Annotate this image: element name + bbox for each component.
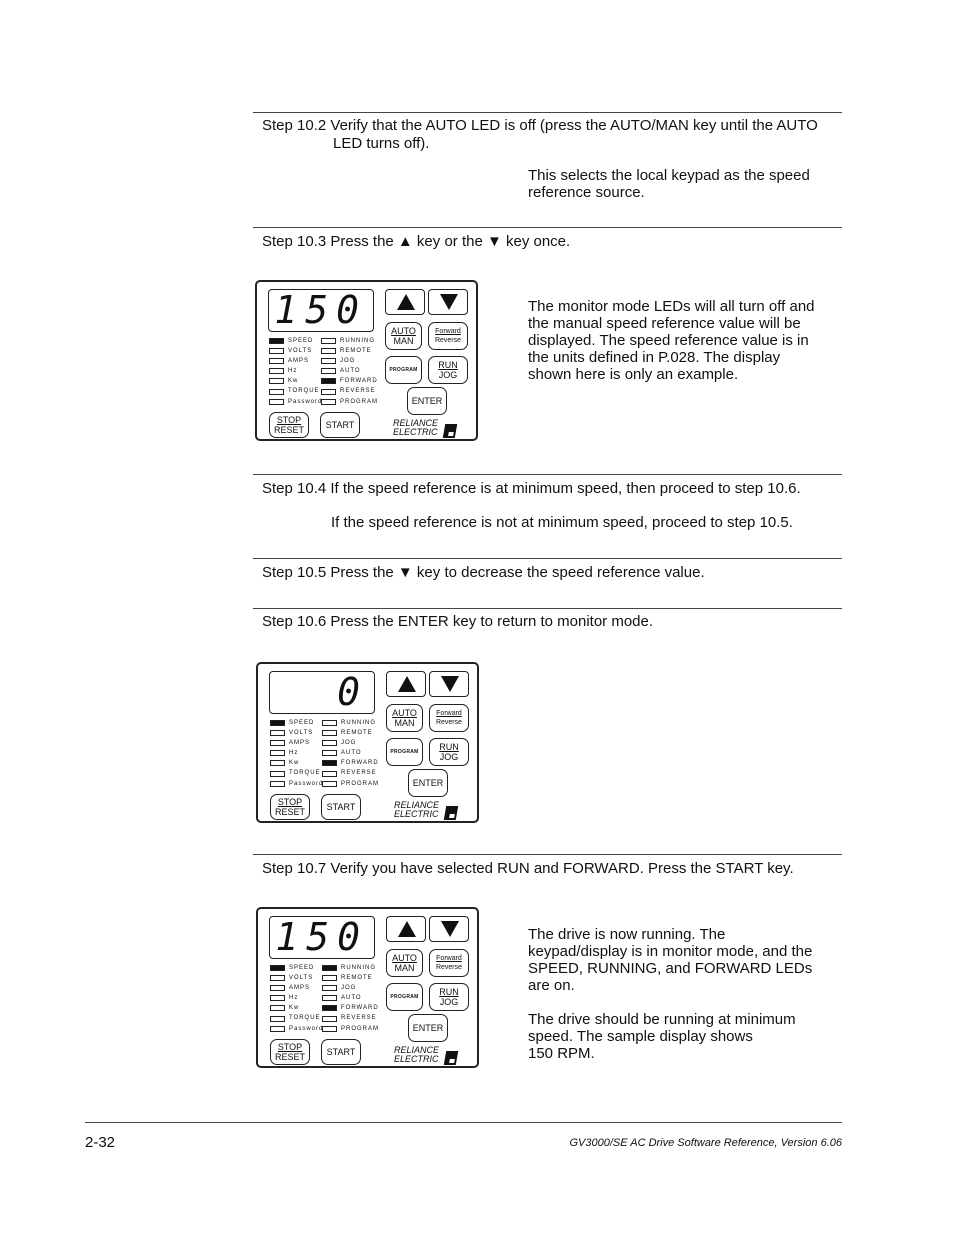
led-indicator	[270, 975, 285, 981]
reliance-electric-logo	[394, 1046, 439, 1064]
note-line: 150 RPM.	[528, 1045, 595, 1062]
display-value: 150	[275, 915, 368, 959]
note-line: keypad/display is in monitor mode, and the	[528, 943, 813, 960]
forward-reverse-button[interactable]	[429, 949, 469, 977]
logo-electric: ELECTRIC	[394, 1054, 439, 1064]
led-row	[269, 386, 322, 396]
start-label: START	[326, 802, 356, 812]
step-10-2-note-line1: This selects the local keypad as the speed	[528, 167, 810, 184]
led-row	[322, 1003, 379, 1013]
up-arrow-button[interactable]	[386, 671, 426, 697]
led-label: FORWARD	[341, 760, 379, 767]
forward-label: Forward	[436, 710, 462, 717]
led-row	[322, 973, 379, 983]
led-indicator	[322, 1026, 337, 1032]
led-label: AMPS	[288, 358, 310, 365]
led-indicator	[270, 1016, 285, 1022]
left-led-column	[269, 336, 322, 407]
stop-label: STOP	[277, 1042, 303, 1052]
step-10-5: Step 10.5 Press the ▼ key to decrease the speed reference value.	[262, 564, 705, 581]
led-row	[322, 993, 379, 1003]
logo-mark-icon	[444, 806, 458, 820]
start-button[interactable]	[321, 1039, 361, 1065]
forward-label: Forward	[435, 328, 461, 335]
led-row	[270, 983, 323, 993]
led-label: VOLTS	[289, 975, 314, 982]
led-label: Kw	[289, 1005, 300, 1012]
down-arrow-button[interactable]	[428, 289, 468, 315]
led-label: PROGRAM	[340, 398, 379, 405]
led-indicator	[321, 389, 336, 395]
led-indicator	[321, 358, 336, 364]
led-indicator	[322, 965, 337, 971]
led-indicator	[322, 985, 337, 991]
man-label: MAN	[394, 963, 415, 973]
logo-electric: ELECTRIC	[394, 809, 439, 819]
reverse-label: Reverse	[434, 337, 462, 344]
led-indicator	[321, 399, 336, 405]
auto-label: AUTO	[392, 708, 417, 718]
led-row	[322, 963, 379, 973]
left-led-column	[270, 963, 323, 1034]
forward-label: Forward	[436, 955, 462, 962]
step-10-2-line1: Step 10.2 Verify that the AUTO LED is off (press the AUTO/MAN key until the AUTO	[262, 117, 818, 134]
led-indicator	[270, 771, 285, 777]
led-row	[270, 748, 323, 758]
led-row	[321, 386, 378, 396]
step-10-2-line2: LED turns off).	[333, 135, 430, 152]
led-indicator	[322, 730, 337, 736]
reverse-label: Reverse	[435, 719, 463, 726]
up-arrow-button[interactable]	[386, 916, 426, 942]
led-label: JOG	[341, 985, 357, 992]
led-label: VOLTS	[288, 348, 313, 355]
forward-reverse-button[interactable]	[429, 704, 469, 732]
led-label: REMOTE	[341, 730, 373, 737]
jog-label: JOG	[439, 997, 459, 1007]
led-label: REMOTE	[341, 975, 373, 982]
step-10-7: Step 10.7 Verify you have selected RUN and FORWARD. Press the START key.	[262, 860, 794, 877]
led-label: Password	[288, 398, 323, 405]
right-led-column	[322, 963, 379, 1034]
led-indicator	[321, 368, 336, 374]
auto-label: AUTO	[391, 326, 416, 336]
led-row	[270, 1013, 323, 1023]
led-indicator	[269, 338, 284, 344]
keypad-diagram	[255, 280, 478, 441]
rule-4	[253, 558, 842, 559]
up-arrow-button[interactable]	[385, 289, 425, 315]
led-label: Hz	[289, 750, 299, 757]
program-label: PROGRAM	[389, 367, 418, 373]
down-arrow-button[interactable]	[429, 671, 469, 697]
program-label: PROGRAM	[390, 749, 419, 755]
led-label: PROGRAM	[341, 1025, 380, 1032]
led-indicator	[270, 730, 285, 736]
led-row	[270, 768, 323, 778]
led-row	[322, 718, 379, 728]
led-label: REMOTE	[340, 348, 372, 355]
led-label: Kw	[288, 378, 299, 385]
led-indicator	[270, 1026, 285, 1032]
start-label: START	[326, 1047, 356, 1057]
run-label: RUN	[439, 987, 459, 997]
led-indicator	[270, 1005, 285, 1011]
run-label: RUN	[439, 742, 459, 752]
led-row	[322, 738, 379, 748]
down-arrow-icon	[439, 293, 459, 311]
down-arrow-icon	[440, 675, 460, 693]
led-indicator	[269, 389, 284, 395]
run-label: RUN	[438, 360, 458, 370]
led-row	[321, 336, 378, 346]
led-row	[322, 748, 379, 758]
led-row	[321, 376, 378, 386]
keypad-display	[269, 916, 375, 959]
led-label: Password	[289, 1025, 324, 1032]
led-indicator	[322, 771, 337, 777]
led-indicator	[322, 1005, 337, 1011]
led-label: SPEED	[289, 720, 315, 726]
step-10-3-note	[528, 298, 838, 383]
page-number: 2-32	[85, 1134, 116, 1151]
led-row	[269, 366, 322, 376]
led-label: SPEED	[289, 965, 315, 971]
led-label: AUTO	[341, 750, 362, 757]
note-line: speed. The sample display shows	[528, 1028, 753, 1045]
jog-label: JOG	[438, 370, 458, 380]
program-button[interactable]	[386, 738, 423, 766]
run-jog-button[interactable]	[429, 738, 469, 766]
led-row	[321, 366, 378, 376]
right-led-column	[322, 718, 379, 789]
led-row	[270, 1003, 323, 1013]
led-label: REVERSE	[341, 770, 377, 777]
logo-electric: ELECTRIC	[393, 427, 438, 437]
note-line: The monitor mode LEDs will all turn off and	[528, 298, 815, 315]
led-indicator	[270, 985, 285, 991]
led-row	[321, 356, 378, 366]
led-row	[270, 993, 323, 1003]
man-label: MAN	[393, 336, 414, 346]
led-indicator	[270, 995, 285, 1001]
led-label: TORQUE	[289, 770, 321, 777]
keypad-display	[269, 671, 375, 714]
led-row	[270, 1024, 323, 1034]
led-label: RUNNING	[341, 720, 376, 726]
keypad-display	[268, 289, 374, 332]
footer-reference: GV3000/SE AC Drive Software Reference, Version 6.06	[569, 1137, 842, 1149]
led-row	[269, 376, 322, 386]
step-10-7-note	[528, 926, 838, 1079]
led-row	[322, 983, 379, 993]
led-indicator	[321, 338, 336, 344]
program-button[interactable]	[386, 983, 423, 1011]
led-label: AMPS	[289, 985, 311, 992]
start-button[interactable]	[320, 412, 360, 438]
note-line: The drive should be running at minimum	[528, 1011, 796, 1028]
led-label: JOG	[340, 358, 356, 365]
logo-mark-icon	[443, 424, 457, 438]
led-indicator	[270, 965, 285, 971]
display-value: 0	[337, 670, 368, 714]
led-row	[270, 738, 323, 748]
logo-mark-icon	[444, 1051, 458, 1065]
led-indicator	[322, 740, 337, 746]
led-label: Hz	[288, 368, 298, 375]
led-row	[270, 718, 323, 728]
reset-label: RESET	[274, 807, 305, 817]
led-indicator	[270, 781, 285, 787]
led-label: FORWARD	[341, 1005, 379, 1012]
led-indicator	[322, 720, 337, 726]
program-button[interactable]	[385, 356, 422, 384]
led-indicator	[269, 358, 284, 364]
enter-label: ENTER	[412, 778, 444, 788]
led-row	[321, 397, 378, 407]
led-indicator	[270, 740, 285, 746]
reset-label: RESET	[273, 425, 304, 435]
led-label: Hz	[289, 995, 299, 1002]
auto-label: AUTO	[392, 953, 417, 963]
up-arrow-icon	[397, 675, 417, 693]
note-line: displayed. The speed reference value is in	[528, 332, 809, 349]
step-10-4-line1: Step 10.4 If the speed reference is at minimum speed, then proceed to step 10.6.	[262, 480, 801, 497]
run-jog-button[interactable]	[428, 356, 468, 384]
rule-1	[253, 112, 842, 113]
rule-3	[253, 474, 842, 475]
rule-2	[253, 227, 842, 228]
led-indicator	[269, 399, 284, 405]
led-label: Password	[289, 780, 324, 787]
led-indicator	[322, 975, 337, 981]
led-row	[270, 973, 323, 983]
stop-reset-button[interactable]	[270, 794, 310, 820]
rule-footer	[85, 1122, 842, 1123]
led-label: TORQUE	[288, 388, 320, 395]
led-indicator	[322, 995, 337, 1001]
step-10-6: Step 10.6 Press the ENTER key to return to monitor mode.	[262, 613, 654, 630]
led-row	[269, 346, 322, 356]
led-label: JOG	[341, 740, 357, 747]
led-row	[322, 779, 379, 789]
reliance-electric-logo	[394, 801, 439, 819]
reset-label: RESET	[274, 1052, 305, 1062]
led-row	[269, 356, 322, 366]
led-row	[270, 728, 323, 738]
run-jog-button[interactable]	[429, 983, 469, 1011]
stop-label: STOP	[277, 797, 303, 807]
stop-reset-button[interactable]	[269, 412, 309, 438]
logo-reliance: RELIANCE	[393, 418, 439, 428]
up-arrow-icon	[396, 293, 416, 311]
led-label: REVERSE	[340, 388, 376, 395]
led-label: SPEED	[288, 338, 314, 344]
led-row	[322, 758, 379, 768]
auto-man-button[interactable]	[386, 704, 423, 732]
enter-button[interactable]	[407, 387, 447, 415]
led-label: Kw	[289, 760, 300, 767]
enter-label: ENTER	[412, 1023, 444, 1033]
logo-reliance: RELIANCE	[394, 1045, 440, 1055]
led-row	[322, 728, 379, 738]
keypad-diagram	[256, 662, 479, 823]
led-row	[322, 1024, 379, 1034]
led-indicator	[269, 368, 284, 374]
led-indicator	[321, 348, 336, 354]
led-indicator	[322, 750, 337, 756]
rule-6	[253, 854, 842, 855]
led-row	[322, 1013, 379, 1023]
start-label: START	[325, 420, 355, 430]
enter-button[interactable]	[408, 1014, 448, 1042]
start-button[interactable]	[321, 794, 361, 820]
left-led-column	[270, 718, 323, 789]
led-label: AUTO	[341, 995, 362, 1002]
led-indicator	[270, 750, 285, 756]
led-row	[270, 779, 323, 789]
up-arrow-icon	[397, 920, 417, 938]
forward-reverse-button[interactable]	[428, 322, 468, 350]
led-row	[270, 758, 323, 768]
led-indicator	[322, 781, 337, 787]
led-row	[270, 963, 323, 973]
step-10-4-line2: If the speed reference is not at minimum speed, proceed to step 10.5.	[331, 514, 793, 531]
step-10-3: Step 10.3 Press the ▲ key or the ▼ key once.	[262, 233, 571, 250]
led-label: AMPS	[289, 740, 311, 747]
led-indicator	[270, 720, 285, 726]
led-indicator	[322, 760, 337, 766]
led-indicator	[321, 378, 336, 384]
led-label: RUNNING	[340, 338, 375, 344]
note-line: the units defined in P.028. The display	[528, 349, 781, 366]
down-arrow-icon	[440, 920, 460, 938]
reverse-label: Reverse	[435, 964, 463, 971]
right-led-column	[321, 336, 378, 407]
reliance-electric-logo	[393, 419, 438, 437]
stop-reset-button[interactable]	[270, 1039, 310, 1065]
led-indicator	[269, 378, 284, 384]
auto-man-button[interactable]	[385, 322, 422, 350]
display-value: 150	[274, 288, 367, 332]
note-line: the manual speed reference value will be	[528, 315, 801, 332]
logo-reliance: RELIANCE	[394, 800, 440, 810]
led-row	[269, 336, 322, 346]
led-indicator	[322, 1016, 337, 1022]
led-row	[322, 768, 379, 778]
led-row	[321, 346, 378, 356]
led-indicator	[269, 348, 284, 354]
jog-label: JOG	[439, 752, 459, 762]
led-label: AUTO	[340, 368, 361, 375]
man-label: MAN	[394, 718, 415, 728]
led-indicator	[270, 760, 285, 766]
stop-label: STOP	[276, 415, 302, 425]
led-label: RUNNING	[341, 965, 376, 971]
note-line: shown here is only an example.	[528, 366, 739, 383]
keypad-diagram	[256, 907, 479, 1068]
note-line: SPEED, RUNNING, and FORWARD LEDs	[528, 960, 813, 977]
enter-button[interactable]	[408, 769, 448, 797]
down-arrow-button[interactable]	[429, 916, 469, 942]
led-row	[269, 397, 322, 407]
auto-man-button[interactable]	[386, 949, 423, 977]
led-label: PROGRAM	[341, 780, 380, 787]
step-10-2-note-line2: reference source.	[528, 184, 645, 201]
note-line: The drive is now running. The	[528, 926, 726, 943]
note-line: are on.	[528, 977, 575, 994]
led-label: VOLTS	[289, 730, 314, 737]
led-label: REVERSE	[341, 1015, 377, 1022]
enter-label: ENTER	[411, 396, 443, 406]
led-label: FORWARD	[340, 378, 378, 385]
program-label: PROGRAM	[390, 994, 419, 1000]
rule-5	[253, 608, 842, 609]
led-label: TORQUE	[289, 1015, 321, 1022]
